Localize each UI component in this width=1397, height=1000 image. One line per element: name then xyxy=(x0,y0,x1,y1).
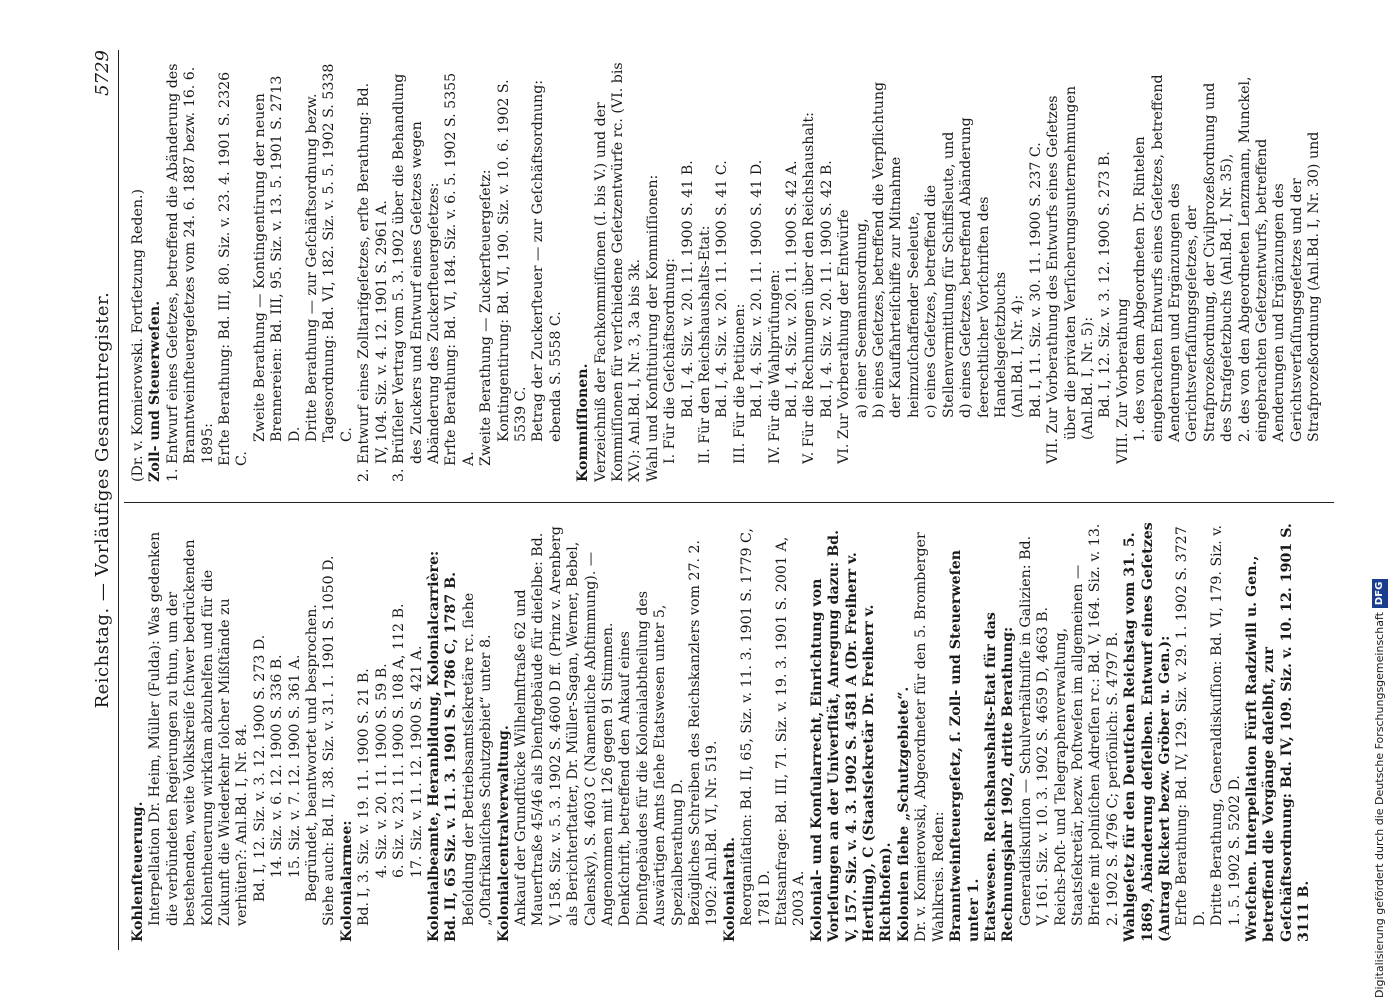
right-entry: Erſte Berathung: Bd. VI, 184. Siz. v. 6. 5. 1902 S. 5355 A. xyxy=(443,72,477,466)
right-column xyxy=(130,62,1324,482)
right-entry: 3. Brüſſeler Vertrag vom 5. 3. 1902 über die Behandlung des Zuckers und Entwurf eines Geſetzes wegen Abänderung des Zuckerſteuergeſetzes: xyxy=(391,73,442,482)
left-entry: Denkſchrift, betreffend den Ankauf eines Dienſtgebäudes für die Kolonialabtheilung des Auswärtigen Amts ſiehe Etatswesen unter 5, Spezialberathung D. xyxy=(617,590,686,926)
left-entry: 4. Siz. v. 20. 11. 1900 S. 59 B. xyxy=(373,663,390,878)
right-entry: (Anl.Bd. I, Nr. 4): xyxy=(1010,294,1027,418)
left-entry: Begründet, beantwortet und besprochen. xyxy=(304,604,321,902)
left-entry: Dritte Berathung, Generaldiskuſſion: Bd. VI, 179. Siz. v. 1. 5. 1902 S. 5202 D. xyxy=(1209,524,1243,926)
left-entry: Reorganiſation: Bd. II, 65, Siz. v. 11. 3. 1901 S. 1779 C, 1781 D. xyxy=(739,528,773,926)
left-entry: 6. Siz. v. 23. 11. 1900 S. 108 A, 112 B. xyxy=(391,603,408,878)
right-entry xyxy=(565,62,575,482)
right-entry: Verzeichniß der Fachkommiſſionen (I. bis V.) und der Kommiſſionen für verſchiedene Geſetzentwürfe rc. (VI. bis XV.): Anl.Bd. I, Nr. 3, 3a bis 3k. xyxy=(592,62,644,482)
right-entry: III. Für die Petitionen: xyxy=(731,303,748,464)
right-entry: Bd. I, 12. Siz. v. 3. 12. 1900 S. 273 B. xyxy=(1097,151,1114,418)
left-entry: Kolonial- und Konſularrecht, Einrichtung von Vorleſungen an der Univerſität, Anregung dazu: Bd. V, 157. Siz. v. 4. 3. 1902 S. 4581 A (Dr. Freiherr v. Hertling), C (Staatsſekretär Dr. Freiherr v. Richthofen). xyxy=(808,529,895,942)
right-entry: d) eines Geſetzes, betreffend Abänderung ſeerechtlicher Vorſchriften des Handelsgeſetzbuchs xyxy=(958,117,1009,418)
left-entry: Bd. I, 12. Siz. v. 3. 12. 1900 S. 273 D. xyxy=(251,634,268,902)
right-entry: Zweite Berathung — Kontingentirung der neuen Brennereien: Bd. III, 95. Siz. v. 13. 5. 1901 S. 2713 D. xyxy=(251,75,303,442)
left-entry: Kolonialcentralverwaltung. xyxy=(495,725,512,942)
right-entry: VIII. Zur Vorberathung xyxy=(1114,298,1131,464)
left-entry: Etatswesen. Reichshaushalts-Etat für das Rechnungsjahr 1902, dritte Berathung: xyxy=(982,612,1017,942)
right-entry: VI. Zur Vorberathung der Entwürfe xyxy=(836,209,853,464)
left-entry: 17. Siz. v. 11. 12. 1900 S. 421 A. xyxy=(408,645,425,878)
left-entry: Bezügliches Schreiben des Reichskanzlers vom 27. 2. 1902: Anl.Bd. VI, Nr. 519. xyxy=(687,539,721,926)
right-entry: 1. Entwurf eines Geſetzes, betreffend die Abänderung des Branntweinſteuergeſetzes vom 24. 6. 1887 bezw. 16. 6. 1895: xyxy=(164,63,216,482)
right-entry: Bd. I, 11. Siz. v. 30. 11. 1900 S. 237 C. xyxy=(1027,142,1044,418)
right-entry: Bd. I, 4. Siz. v. 20. 11. 1900 S. 42 B. xyxy=(818,160,835,418)
header-rule xyxy=(118,50,119,950)
left-column xyxy=(130,522,1314,942)
left-entry: Reichs-Poſt- und Telegraphenverwaltung, Staatsſekretär, bezw. Poſtweſen im allgemeinen — Briefe mit polniſchen Adreſſen rc.: Bd. V, 164. Siz. v. 13. 2. 1902 S. 4796 C; perſönlich: S. 4797 B. xyxy=(1052,523,1121,926)
right-entry: Bd. I, 4. Siz. v. 20. 11. 1900 S. 41 D. xyxy=(749,159,766,418)
left-entry: Kolonien ſiehe „Schutzgebiete“. xyxy=(895,686,912,942)
right-entry: Wahl und Konſtituirung der Kommiſſionen: xyxy=(644,174,661,482)
left-entry: 15. Siz. v. 7. 12. 1900 S. 361 A. xyxy=(286,654,303,878)
page-number: 5729 xyxy=(92,50,113,96)
left-entry: Beſoldung der Betriebsamtsſekretäre rc. ſiehe „Oſtafrikaniſches Schutzgebiet“ unter 8. xyxy=(460,592,495,926)
right-entry: 2. des von den Abgeordneten Lenzmann, Munckel, eingebrachten Geſetzentwurfs, betreffend Aenderungen und Ergänzungen des Gerichtsverfaſſungsgeſetzes und der Strafprozeßordnung (Anl.Bd. I, Nr. 30) und xyxy=(1236,76,1323,442)
left-entry: Bd. I, 3. Siz. v. 19. 11. 1900 S. 21 B. xyxy=(356,668,373,926)
left-entry: Siehe auch: Bd. II, 38. Siz. v. 31. 1. 1901 S. 1050 D. xyxy=(321,555,338,926)
right-entry: IV. Für die Wahlprüfungen: xyxy=(766,269,783,464)
right-entry: Dritte Berathung — zur Geſchäftsordnung bezw. Tagesordnung: Bd. VI, 182. Siz. v. 5. 5. 1902 S. 5338 C. xyxy=(304,63,355,442)
right-entry: 2. Entwurf eines Zolltarifgeſetzes, erſte Berathung: Bd. IV, 104. Siz. v. 4. 12. 1901 S. 2961 A. xyxy=(356,82,390,482)
left-entry: Etatsanfrage: Bd. III, 71. Siz. v. 19. 3. 1901 S. 2001 A, 2003 A. xyxy=(774,536,808,926)
dfg-logo: DFG xyxy=(1372,579,1388,608)
left-entry: Branntweinſteuergeſetz, ſ. Zoll- und Steuerweſen unter 1. xyxy=(948,549,982,942)
page-title: Reichstag. — Vorläufiges Gesammtregister. xyxy=(92,291,113,709)
right-entry: b) eines Geſetzes, betreffend die Verpflichtung der Kauffahrteiſchiffe zur Mitnahme heimzuſchaffender Seeleute, xyxy=(871,81,922,418)
stamp-text: Digitalisierung gefördert durch die Deutsche Forschungsgemeinschaft xyxy=(1373,612,1386,998)
right-entry: II. Für den Reichshaushalts-Etat: xyxy=(697,225,713,464)
right-entry: VII. Zur Vorberathung des Entwurfs eines Geſetzes über die privaten Verſicherungsunternehmungen (Anl.Bd. I, Nr. 5): xyxy=(1045,85,1096,464)
right-entry: Bd. I, 4. Siz. v. 20. 11. 1900 S. 41 C. xyxy=(714,160,731,418)
left-entry: Kohlenſteuerung. xyxy=(130,801,146,942)
left-entry: Wreſchen. Interpellation Fürſt Radziwill u. Gen., betreffend die Vorgänge daſelbſt, zur Geſchäftsordnung: Bd. IV, 109. Siz. v. 10. 12. 1901 S. 3111 B. xyxy=(1244,523,1313,942)
right-entry: Zweite Berathung — Zuckerſteuergeſetz: xyxy=(478,169,495,466)
left-entry: Generaldiskuſſion — Schulverhältniſſe in Galizien: Bd. V, 161. Siz. v. 10. 3. 1902 S. 4659 D, 4663 B. xyxy=(1017,535,1052,926)
left-entry: Dr. v. Komierowski, Abgeordneter für den 5. Bromberger Wahlkreis. Reden: xyxy=(913,532,947,942)
left-entry: Interpellation Dr. Heim, Müller (Fulda): Was gedenken die verbündeten Regierungen zu thun, um der bestehenden, weite Volkskreiſe ſchwer bedrückenden Kohlentheuerung wirkſam abzuhelfen und für die Zukunft die Wiederkehr ſolcher Mißſtände zu verhüten?: Anl.Bd. I, Nr. 84. xyxy=(147,531,251,926)
right-entry: Kontingentirung: Bd. VI, 190. Siz. v. 10. 6. 1902 S. 5539 C. xyxy=(495,79,529,442)
left-entry: Kolonialrath. xyxy=(721,836,738,942)
right-entry: (Dr. v. Komierowski. Fortſetzung Reden.) xyxy=(130,188,146,482)
left-entry: Erſte Berathung: Bd. IV, 129. Siz. v. 29. 1. 1902 S. 3727 D. xyxy=(1174,526,1208,926)
left-entry: Kolonialarmee: xyxy=(338,820,355,942)
left-entry: 14. Siz. v. 6. 12. 1900 S. 336 B. xyxy=(269,654,286,878)
right-entry: V. Für die Rechnungen über den Reichshaushalt: xyxy=(801,112,818,464)
right-entry: Kommiſſionen. xyxy=(575,363,592,482)
right-entry: a) einer Seemannsordnung, xyxy=(853,218,870,418)
right-entry: Bd. I, 4. Siz. v. 20. 11. 1900 S. 41 B. xyxy=(679,160,696,418)
dfg-stamp xyxy=(1368,8,1392,998)
right-entry: Erſte Berathung: Bd. III, 80. Siz. v. 23. 4. 1901 S. 2326 C. xyxy=(217,71,251,466)
right-entry: Zoll- und Steuerweſen. xyxy=(147,300,164,482)
left-entry: Kolonialbeamte, Heranbildung, Kolonialcarrière: Bd. II, 65 Siz. v. 11. 3. 1901 S. 1786 C, 1787 B. xyxy=(425,550,460,942)
left-entry: Wahlgeſetz für den Deutſchen Reichstag vom 31. 5. 1869, Abänderung deſſelben. Entwurf eines Geſetzes (Antrag Rickert bezw. Gröber u. Gen.): xyxy=(1122,522,1173,942)
right-entry: I. Für die Geſchäftsordnung: xyxy=(662,258,679,464)
right-entry: Betrag der Zuckerſteuer — zur Geſchäftsordnung: ebenda S. 5558 C. xyxy=(530,79,564,442)
right-entry: c) eines Geſetzes, betreffend die Stellenvermittlung für Schiffsleute, und xyxy=(923,131,957,418)
right-entry: 1. des von dem Abgeordneten Dr. Rintelen eingebrachten Entwurfs eines Geſetzes, betreffend Aenderungen und Ergänzungen des Gerichtsverfaſſungsgeſetzes, der Strafprozeßordnung, der Civilprozeßordnung und des Strafgeſetzbuchs (Anl.Bd. I, Nr. 35), xyxy=(1132,74,1236,442)
right-entry: Bd. I, 4. Siz. v. 20. 11. 1900 S. 42 A. xyxy=(784,160,801,418)
left-entry: Ankauf der Grundſtücke Wilhelmſtraße 62 und Mauerſtraße 45/46 als Dienſtgebäude für dieſelbe: Bd. V, 158. Siz. v. 5. 3. 1902 S. 4600 D ff. (Prinz v. Arenberg als Berichterſtatter, Dr. Müller-Sagan, Werner, Bebel, Calensky), S. 4603 C (Namentliche Abſtimmung). — Angenommen mit 126 gegen 91 Stimmen. xyxy=(512,526,616,926)
column-divider xyxy=(124,502,1334,503)
